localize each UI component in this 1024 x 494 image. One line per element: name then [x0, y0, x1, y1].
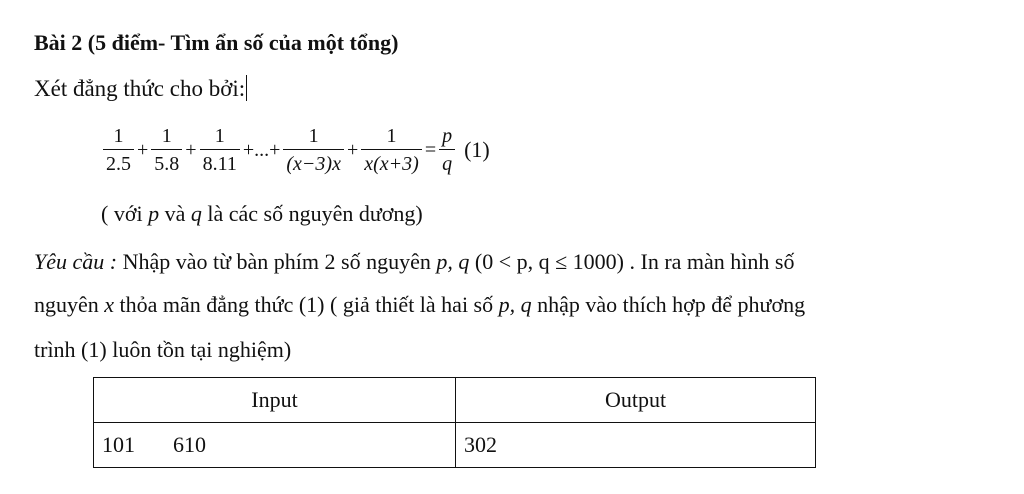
table-row [94, 423, 816, 468]
plus-sign: + [185, 138, 197, 161]
table-cell-output: 302 [456, 423, 816, 468]
problem-title: Bài 2 (5 điểm- Tìm ẩn số của một tổng) [34, 30, 399, 55]
ellipsis-sum: +...+ [242, 138, 281, 161]
requirement-line-3: trình (1) luôn tồn tại nghiệm) [34, 337, 292, 362]
fraction-1-2.5 [103, 125, 134, 175]
fraction-numerator: 1 [308, 125, 319, 147]
io-example-table [93, 377, 816, 468]
var-p: p [148, 201, 160, 226]
fraction-1-x-minus-3-x [283, 125, 344, 175]
input-q-value: 610 [173, 432, 206, 457]
var-q: q [190, 201, 202, 226]
condition-line [101, 201, 423, 227]
input-p-value: 101 [102, 432, 135, 457]
requirement-text: thỏa mãn đẳng thức (1) ( giả thiết là hai số [114, 292, 499, 317]
fraction-numerator: 1 [386, 125, 397, 147]
fraction-numerator: 1 [113, 125, 124, 147]
condition-open: ( với [101, 201, 149, 226]
fraction-denominator: 5.8 [151, 149, 182, 175]
table-header-input: Input [94, 378, 456, 423]
fraction-numerator: p [442, 125, 453, 147]
fraction-1-5.8 [151, 125, 182, 175]
text-cursor [246, 75, 247, 101]
var-x: x [104, 292, 115, 317]
fraction-numerator: 1 [214, 125, 225, 147]
requirement-text: nguyên [34, 292, 105, 317]
fraction-denominator: (x−3)x [283, 149, 344, 175]
fraction-denominator: x(x+3) [361, 149, 422, 175]
requirement-line-1 [34, 249, 794, 275]
requirement-line-2 [34, 292, 805, 318]
requirement-label: Yêu cầu : [34, 249, 118, 274]
requirement-text: nhập vào thích hợp để phương [531, 292, 806, 317]
equation-label: (1) [464, 137, 490, 162]
plus-sign: + [137, 138, 149, 161]
condition-rest: là các số nguyên dương) [201, 201, 423, 226]
condition-and: và [159, 201, 191, 226]
plus-sign: + [346, 138, 359, 161]
equation [102, 120, 490, 180]
fraction-denominator: 2.5 [103, 149, 134, 175]
table-header-row [94, 378, 816, 423]
fraction-numerator: 1 [161, 125, 172, 147]
fraction-denominator: q [439, 149, 455, 175]
fraction-1-8.11 [200, 125, 240, 175]
table-cell-input [94, 423, 456, 468]
fraction-p-over-q [439, 125, 455, 175]
fraction-denominator: 8.11 [200, 149, 240, 175]
table-header-output: Output [456, 378, 816, 423]
var-pq: p, q [436, 249, 470, 274]
requirement-range: (0 < p, q ≤ 1000) . In ra màn hình số [469, 249, 795, 274]
var-pq: p, q [498, 292, 532, 317]
requirement-text: Nhập vào từ bàn phím 2 số nguyên [117, 249, 437, 274]
fraction-1-x-x-plus-3 [361, 125, 422, 175]
equals-sign: = [424, 138, 437, 161]
problem-intro [34, 75, 247, 102]
intro-text: Xét đẳng thức cho bởi: [34, 76, 246, 101]
